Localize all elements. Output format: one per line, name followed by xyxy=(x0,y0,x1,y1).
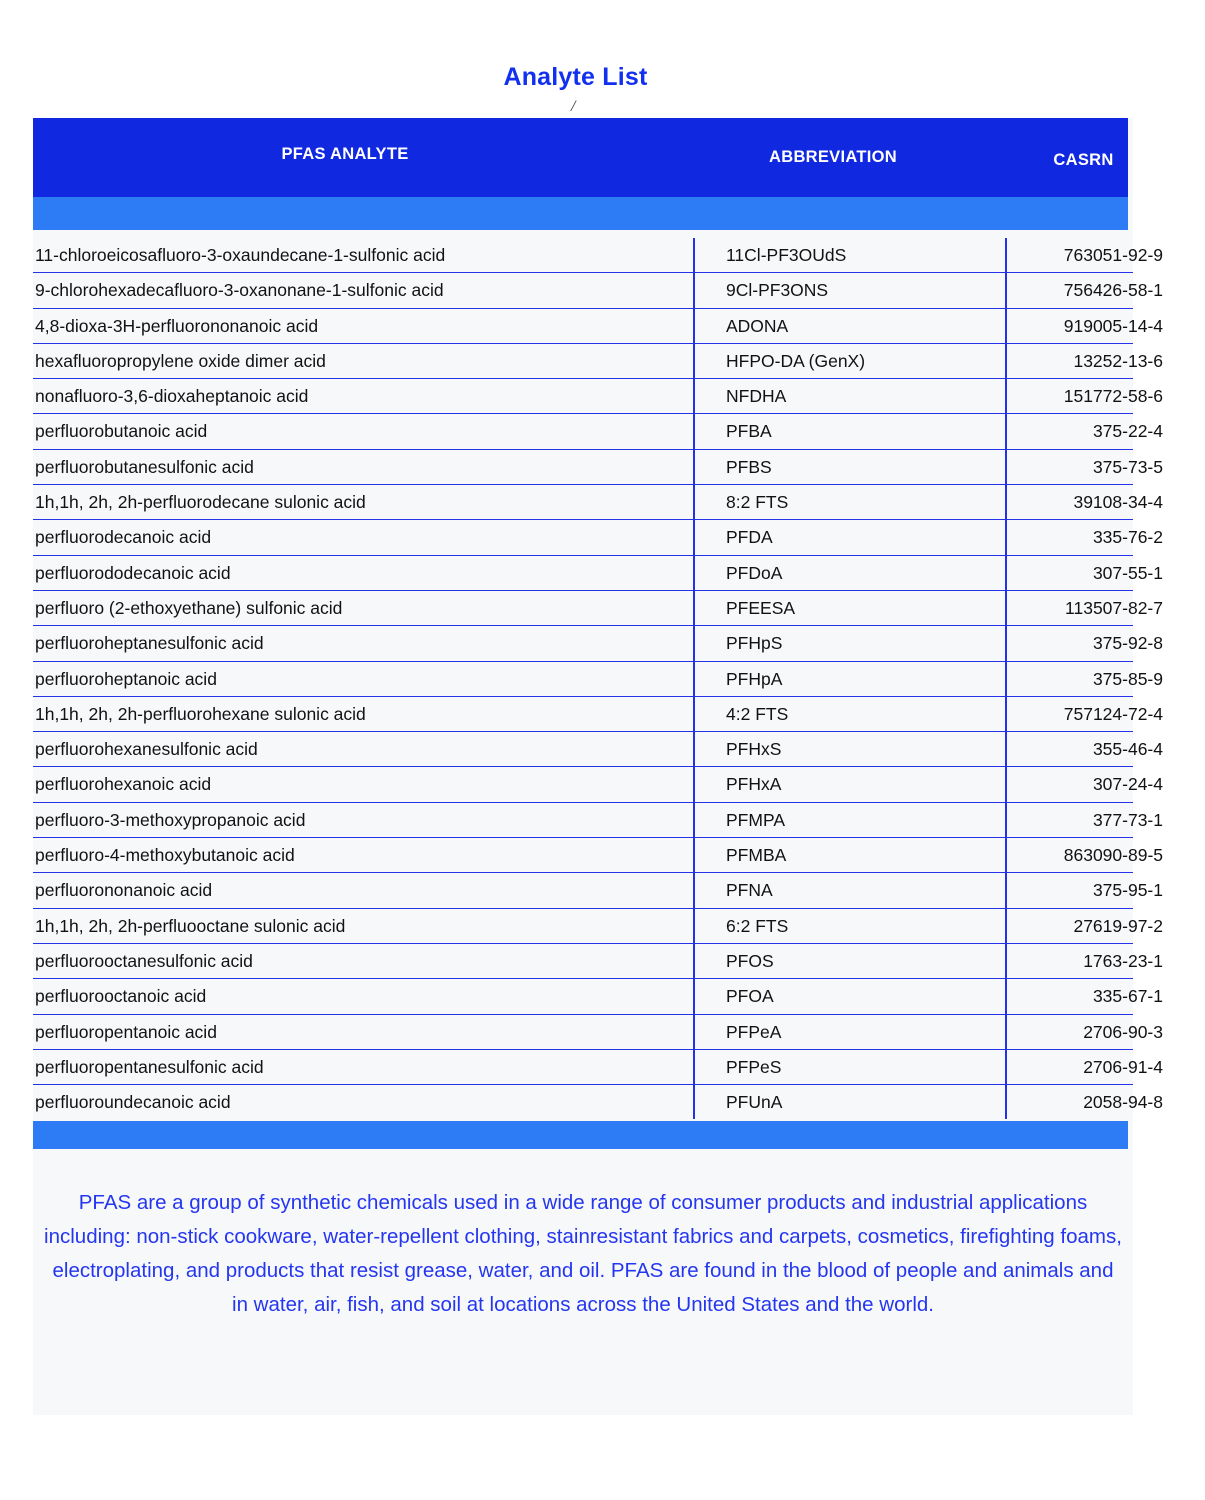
column-header-analyte: PFAS ANALYTE xyxy=(281,145,409,163)
header-gap xyxy=(33,230,1128,238)
column-divider xyxy=(693,273,695,307)
column-divider xyxy=(1005,520,1007,554)
column-divider xyxy=(693,626,695,660)
column-divider xyxy=(1005,1085,1007,1119)
cell-casrn: 756426-58-1 xyxy=(1063,280,1163,301)
table-row xyxy=(33,697,1163,732)
column-divider xyxy=(693,838,695,872)
cell-analyte: perfluorobutanesulfonic acid xyxy=(35,456,254,477)
cell-abbreviation: PFOS xyxy=(726,950,774,971)
table-row xyxy=(33,1050,1163,1085)
cell-analyte: 4,8-dioxa-3H-perfluorononanoic acid xyxy=(35,315,319,336)
column-divider xyxy=(693,662,695,696)
table-row xyxy=(33,450,1163,485)
table-row xyxy=(33,662,1163,697)
column-divider xyxy=(693,379,695,413)
cell-abbreviation: PFDoA xyxy=(726,562,783,583)
cell-analyte: perfluorobutanoic acid xyxy=(35,421,208,442)
cell-casrn: 377-73-1 xyxy=(1092,809,1163,830)
cell-abbreviation: PFHxS xyxy=(726,739,782,760)
cell-analyte: perfluoroundecanoic acid xyxy=(35,1092,231,1113)
cell-casrn: 375-73-5 xyxy=(1092,456,1163,477)
column-divider xyxy=(1005,309,1007,343)
cell-analyte: 1h,1h, 2h, 2h-perfluorohexane sulonic acid xyxy=(35,703,366,724)
table-row xyxy=(33,556,1163,591)
cell-casrn: 151772-58-6 xyxy=(1063,386,1163,407)
cell-analyte: perfluoroheptanesulfonic acid xyxy=(35,633,264,654)
column-divider xyxy=(1005,979,1007,1013)
cell-abbreviation: PFHpS xyxy=(726,633,783,654)
column-divider xyxy=(1005,873,1007,907)
cell-casrn: 335-67-1 xyxy=(1092,986,1163,1007)
column-divider xyxy=(693,979,695,1013)
column-divider xyxy=(1005,909,1007,943)
cell-abbreviation: PFHpA xyxy=(726,668,783,689)
cell-analyte: perfluorooctanesulfonic acid xyxy=(35,950,253,971)
cell-analyte: hexafluoropropylene oxide dimer acid xyxy=(35,350,326,371)
cell-casrn: 27619-97-2 xyxy=(1073,915,1163,936)
column-divider xyxy=(693,1015,695,1049)
cell-abbreviation: 4:2 FTS xyxy=(726,703,789,724)
cell-abbreviation: HFPO-DA (GenX) xyxy=(726,350,866,371)
analyte-table xyxy=(33,118,1163,1149)
column-divider xyxy=(693,944,695,978)
cell-abbreviation: PFMBA xyxy=(726,845,787,866)
table-row xyxy=(33,626,1163,661)
cell-abbreviation: 9Cl-PF3ONS xyxy=(726,280,829,301)
description-paragraph: PFAS are a group of synthetic chemicals used in a wide range of consumer products and industrial applications including: non-stick cookware, water-repellent clothing, stainresistant fabrics and carpets, cosmetics, firefighting foams, electroplating, and products that resist grease, water, and oil. PFAS are found in the blood of people and animals and in water, air, fish, and soil at locations across the United States and the world. xyxy=(44,1191,1122,1316)
column-divider xyxy=(1005,838,1007,872)
table-body xyxy=(33,238,1163,1119)
cell-casrn: 307-55-1 xyxy=(1092,562,1163,583)
cell-analyte: nonafluoro-3,6-dioxaheptanoic acid xyxy=(35,386,309,407)
cell-abbreviation: PFBA xyxy=(726,421,772,442)
cell-abbreviation: PFMPA xyxy=(726,809,785,830)
table-row xyxy=(33,344,1163,379)
cell-analyte: perfluorododecanoic acid xyxy=(35,562,231,583)
title-zone xyxy=(0,0,1205,118)
table-row xyxy=(33,520,1163,555)
table-row xyxy=(33,732,1163,767)
table-row xyxy=(33,1015,1163,1050)
column-divider xyxy=(693,344,695,378)
cell-abbreviation: PFDA xyxy=(726,527,773,548)
column-divider xyxy=(693,556,695,590)
cell-analyte: perfluorohexanesulfonic acid xyxy=(35,739,258,760)
cell-analyte: 11-chloroeicosafluoro-3-oxaundecane-1-sulfonic acid xyxy=(35,245,446,265)
cell-casrn: 355-46-4 xyxy=(1092,739,1163,760)
column-divider xyxy=(693,1085,695,1119)
cell-abbreviation: PFEESA xyxy=(726,597,796,618)
cell-casrn: 2058-94-8 xyxy=(1083,1092,1163,1113)
cell-casrn: 113507-82-7 xyxy=(1065,597,1163,618)
cell-casrn: 307-24-4 xyxy=(1092,774,1163,795)
cell-analyte: 1h,1h, 2h, 2h-perfluorodecane sulonic acid xyxy=(35,492,366,513)
cell-abbreviation: ADONA xyxy=(726,315,789,336)
column-divider xyxy=(693,238,695,272)
cell-casrn: 375-95-1 xyxy=(1092,880,1163,901)
cell-abbreviation: PFPeA xyxy=(726,1021,782,1042)
table-row xyxy=(33,838,1163,873)
cell-abbreviation: 8:2 FTS xyxy=(726,492,789,513)
column-divider xyxy=(1005,1015,1007,1049)
column-divider xyxy=(1005,238,1007,272)
cell-abbreviation: PFOA xyxy=(726,986,774,1007)
table-header-row xyxy=(33,118,1128,197)
footer-accent-band xyxy=(33,1121,1128,1149)
cell-casrn: 2706-90-3 xyxy=(1083,1021,1163,1042)
cell-analyte: perfluoropentanoic acid xyxy=(35,1021,217,1042)
cell-casrn: 13252-13-6 xyxy=(1073,350,1163,371)
table-row xyxy=(33,909,1163,944)
column-divider xyxy=(693,1050,695,1084)
column-divider xyxy=(693,803,695,837)
cell-analyte: perfluorooctanoic acid xyxy=(35,986,207,1007)
table-row xyxy=(33,379,1163,414)
title-slash-mark: / xyxy=(571,98,576,115)
column-divider xyxy=(1005,450,1007,484)
column-divider xyxy=(693,732,695,766)
cell-casrn: 375-85-9 xyxy=(1092,668,1163,689)
column-divider xyxy=(1005,556,1007,590)
cell-analyte: perfluoro-4-methoxybutanoic acid xyxy=(35,845,295,866)
column-divider xyxy=(1005,344,1007,378)
cell-abbreviation: PFNA xyxy=(726,880,773,901)
cell-analyte: perfluoroheptanoic acid xyxy=(35,668,217,689)
column-divider xyxy=(693,873,695,907)
column-divider xyxy=(693,591,695,625)
table-row xyxy=(33,591,1163,626)
table-row xyxy=(33,1085,1163,1119)
column-divider xyxy=(1005,944,1007,978)
column-divider xyxy=(1005,273,1007,307)
header-accent-band xyxy=(33,197,1128,230)
table-row xyxy=(33,273,1163,308)
cell-analyte: perfluoro (2-ethoxyethane) sulfonic acid xyxy=(35,597,343,618)
cell-abbreviation: PFBS xyxy=(726,456,772,477)
cell-abbreviation: 11Cl-PF3OUdS xyxy=(726,245,847,265)
column-header-abbreviation: ABBREVIATION xyxy=(769,148,897,166)
column-divider xyxy=(1005,697,1007,731)
column-divider xyxy=(1005,485,1007,519)
cell-casrn: 375-22-4 xyxy=(1092,421,1163,442)
column-divider xyxy=(693,450,695,484)
column-divider xyxy=(1005,662,1007,696)
cell-casrn: 1763-23-1 xyxy=(1083,950,1163,971)
table-row xyxy=(33,238,1163,273)
table-row xyxy=(33,309,1163,344)
table-row xyxy=(33,803,1163,838)
column-divider xyxy=(693,485,695,519)
cell-analyte: perfluorodecanoic acid xyxy=(35,527,212,548)
cell-analyte: perfluorononanoic acid xyxy=(35,880,213,901)
column-divider xyxy=(693,909,695,943)
column-header-casrn: CASRN xyxy=(1053,151,1114,169)
table-row xyxy=(33,485,1163,520)
cell-abbreviation: PFPeS xyxy=(726,1056,782,1077)
cell-abbreviation: PFUnA xyxy=(726,1092,783,1113)
column-divider xyxy=(1005,732,1007,766)
table-row xyxy=(33,873,1163,908)
column-divider xyxy=(693,767,695,801)
cell-analyte: perfluorohexanoic acid xyxy=(35,774,212,795)
table-row xyxy=(33,414,1163,449)
cell-analyte: 1h,1h, 2h, 2h-perfluooctane sulonic acid xyxy=(35,915,346,936)
cell-casrn: 39108-34-4 xyxy=(1073,492,1163,513)
cell-abbreviation: 6:2 FTS xyxy=(726,915,789,936)
column-divider xyxy=(1005,767,1007,801)
table-row xyxy=(33,979,1163,1014)
cell-casrn: 375-92-8 xyxy=(1092,633,1163,654)
cell-analyte: 9-chlorohexadecafluoro-3-oxanonane-1-sulfonic acid xyxy=(35,280,444,301)
cell-casrn: 2706-91-4 xyxy=(1083,1056,1163,1077)
cell-casrn: 863090-89-5 xyxy=(1063,845,1163,866)
column-divider xyxy=(693,697,695,731)
column-divider xyxy=(693,414,695,448)
column-divider xyxy=(1005,803,1007,837)
cell-analyte: perfluoropentanesulfonic acid xyxy=(35,1056,264,1077)
column-divider xyxy=(1005,1050,1007,1084)
cell-casrn: 335-76-2 xyxy=(1092,527,1163,548)
table-row xyxy=(33,944,1163,979)
cell-casrn: 919005-14-4 xyxy=(1063,315,1163,336)
column-divider xyxy=(693,520,695,554)
page-title: Analyte List xyxy=(503,63,648,91)
column-divider xyxy=(1005,414,1007,448)
cell-abbreviation: PFHxA xyxy=(726,774,782,795)
cell-casrn: 763051-92-9 xyxy=(1063,245,1163,265)
column-divider xyxy=(693,309,695,343)
cell-casrn: 757124-72-4 xyxy=(1063,703,1163,724)
cell-abbreviation: NFDHA xyxy=(726,386,787,407)
cell-analyte: perfluoro-3-methoxypropanoic acid xyxy=(35,809,306,830)
column-divider xyxy=(1005,379,1007,413)
column-divider xyxy=(1005,626,1007,660)
column-divider xyxy=(1005,591,1007,625)
table-row xyxy=(33,767,1163,802)
